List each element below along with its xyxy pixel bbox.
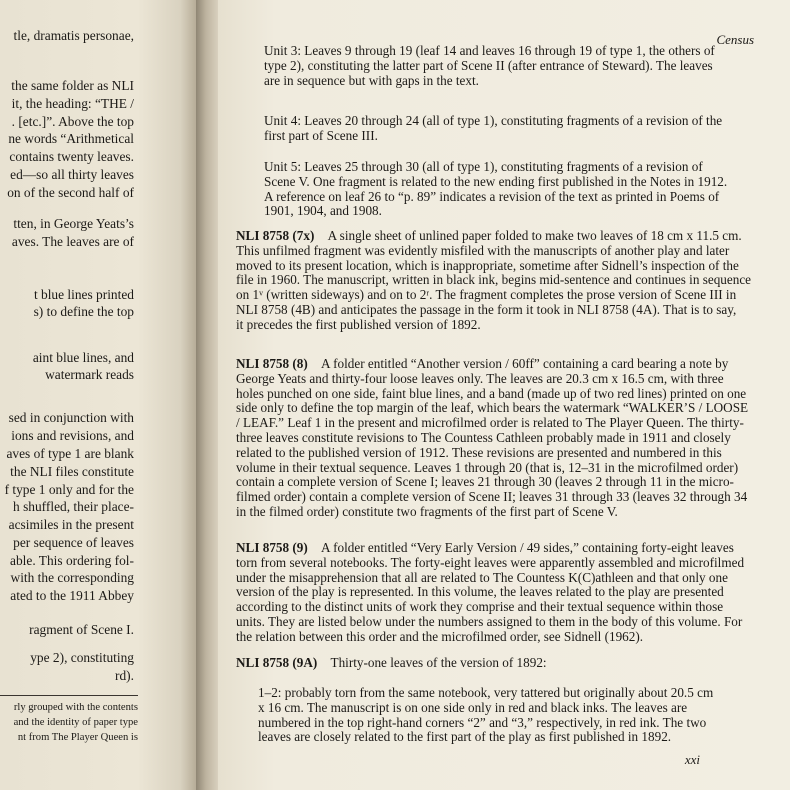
left-footnote-line: nt from The Player Queen is	[17, 732, 138, 743]
census-unit	[264, 44, 748, 88]
text-line	[236, 541, 750, 556]
text-line: Scene V. One fragment is related to the new ending first published in the Notes in 1912.	[264, 173, 728, 189]
text-line: numbered in the top right-hand corners “2” and “3,” respectively, in red ink. The two	[258, 714, 707, 730]
text-line: A reference on leaf 26 to “p. 89” indicates a revision of the text as printed in Poems of	[264, 188, 720, 204]
left-page-line: aint blue lines, and	[32, 350, 134, 365]
text-line: Unit 3: Leaves 9 through 19 (leaf 14 and leaves 16 through 19 of type 1, the others of	[264, 43, 715, 58]
left-page-line: aves of type 1 are blank	[6, 446, 134, 461]
census-entry	[236, 229, 750, 333]
left-footnote-line: and the identity of paper type	[13, 717, 138, 728]
text-line: 1901, 1904, and 1908.	[264, 203, 382, 219]
left-page-line: tle, dramatis personae,	[13, 28, 134, 43]
left-page-line: with the corresponding	[10, 570, 134, 585]
entry-id: NLI 8758 (8)	[236, 356, 308, 371]
entry-text: A folder entitled “Very Early Version / 49 sides,” containing forty-eight leaves	[307, 540, 734, 555]
left-page	[0, 0, 196, 790]
right-page	[218, 0, 790, 790]
text-line: on 1ᵛ (written sideways) and on to 2ʳ. The fragment completes the prose version of Scene III in	[236, 287, 737, 303]
text-line: Unit 4: Leaves 20 through 24 (all of type 1), constituting fragments of a revision of the	[264, 113, 723, 128]
text-line: file in 1960. The manuscript, written in black ink, begins mid-sentence and continues in sequence	[236, 272, 752, 288]
census-entry	[236, 656, 750, 671]
left-page-line: acsimiles in the present	[8, 517, 134, 532]
text-line	[236, 229, 750, 244]
text-line: version of the play is represented. In this volume, the leaves related to the play are presented	[236, 584, 724, 600]
text-line: moved to its present location, which is inappropriate, sometime after Sidnell’s inspection of the	[236, 257, 739, 273]
text-line: filmed order) contain a complete version of Scene II; leaves 31 through 33 (leaves 32 through 34	[236, 489, 748, 505]
census-entry	[236, 541, 750, 645]
text-line: related to the published version of 1912. These revisions are presented and numbered in this	[236, 444, 722, 460]
left-page-line: ragment of Scene I.	[29, 622, 134, 637]
text-line	[236, 656, 750, 671]
left-page-line: tten, in George Yeats’s	[13, 216, 134, 231]
census-sub-entry	[258, 686, 748, 745]
left-page-line: f type 1 only and for the	[4, 482, 134, 497]
book-gutter	[196, 0, 218, 790]
text-line: NLI 8758 (4B) and anticipates the passage in the form it took in NLI 8758 (4A). That is to say,	[236, 301, 737, 317]
left-page-line: ions and revisions, and	[11, 428, 134, 443]
left-page-line: contains twenty leaves.	[9, 149, 134, 164]
entry-id: NLI 8758 (7x)	[236, 228, 315, 243]
text-line: This unfilmed fragment was evidently misfiled with the manuscripts of another play and later	[236, 242, 730, 258]
text-line: under the misapprehension that all are related to The Countess K(C)athleen and that only one	[236, 569, 728, 585]
text-line: according to the distinct units of work they comprise and their textual sequence within those	[236, 599, 724, 615]
text-line: side only to define the top margin of the leaf, which bears the watermark “WALKER’S / LOOSE	[236, 400, 749, 416]
left-page-line: per sequence of leaves	[13, 535, 134, 550]
text-line: 1–2: probably torn from the same notebook, very tattered but originally about 20.5 cm	[258, 685, 714, 700]
left-page-line: ed—so all thirty leaves	[10, 167, 134, 182]
left-page-line: sed in conjunction with	[8, 410, 134, 425]
left-footnote-line: rly grouped with the contents	[13, 702, 138, 713]
text-line: first part of Scene III.	[264, 127, 378, 143]
text-line: holes punched on one side, faint blue lines, and a band (made up of two red lines) printed on one	[236, 385, 747, 401]
running-head: Census	[716, 32, 754, 47]
text-line: units. They are listed below under the numbers assigned to them in the body of this volume. For	[236, 613, 743, 629]
left-page-line: ype 2), constituting	[30, 650, 134, 665]
left-page-line: on of the second half of	[7, 185, 134, 200]
left-page-line: it, the heading: “THE /	[11, 96, 134, 111]
left-page-line: watermark reads	[45, 367, 134, 382]
text-line: x 16 cm. The manuscript is on one side only in red and black inks. The leaves are	[258, 699, 688, 715]
page-number: xxi	[684, 752, 700, 767]
text-line: / LEAF.” Leaf 1 in the present and microfilmed order is related to The Player Queen. The thirty-	[236, 415, 744, 431]
left-page-line: t blue lines printed	[33, 287, 134, 302]
entry-text: A single sheet of unlined paper folded to make two leaves of 18 cm x 11.5 cm.	[314, 228, 742, 243]
entry-text: A folder entitled “Another version / 60ff” containing a card bearing a note by	[307, 356, 729, 371]
left-page-line: the NLI files constitute	[10, 464, 134, 479]
text-line: volume in their textual sequence. Leaves 1 through 20 (that is, 12–31 in the microfilmed order)	[236, 459, 739, 475]
left-page-line: rd).	[115, 668, 134, 683]
text-line: contain a complete version of Scene I; leaves 21 through 30 (leaves 2 through 11 in the micro-	[236, 474, 734, 490]
footnote-rule	[0, 695, 138, 696]
left-page-line: aves. The leaves are of	[11, 234, 134, 249]
left-page-line: the same folder as NLI	[11, 78, 134, 93]
text-line	[236, 357, 750, 372]
left-page-line: s) to define the top	[33, 304, 134, 319]
text-line: Unit 5: Leaves 25 through 30 (all of type 1), constituting fragments of a revision of	[264, 159, 703, 174]
text-line: in the filmed order) constitute two fragments of the first part of Scene V.	[236, 503, 618, 519]
text-line: type 2), constituting the latter part of Scene II (after entrance of Steward). The leaves	[264, 57, 713, 73]
entry-id: NLI 8758 (9A)	[236, 655, 318, 670]
census-unit	[264, 160, 748, 219]
text-line: leaves are closely related to the first part of the play as first published in 1892.	[258, 729, 672, 745]
left-page-line: ated to the 1911 Abbey	[10, 588, 134, 603]
left-page-line: . [etc.]”. Above the top	[11, 114, 134, 129]
census-unit	[264, 114, 748, 144]
left-page-line: ne words “Arithmetical	[8, 131, 134, 146]
text-line: George Yeats and thirty-four loose leaves only. The leaves are 20.3 cm x 16.5 cm, with three	[236, 370, 724, 386]
left-page-line: h shuffled, their place-	[13, 499, 134, 514]
text-line: the relation between this order and the microfilmed order, see Sidnell (1962).	[236, 628, 644, 644]
text-line: three leaves constitute revisions to The Countess Cathleen probably made in 1911 and closely	[236, 429, 731, 445]
text-line: are in sequence but with gaps in the text.	[264, 72, 479, 88]
text-line: it precedes the first published version of 1892.	[236, 316, 481, 332]
census-entry	[236, 357, 750, 520]
entry-text: Thirty-one leaves of the version of 1892:	[317, 655, 547, 670]
left-page-line: able. This ordering fol-	[10, 553, 134, 568]
entry-id: NLI 8758 (9)	[236, 540, 308, 555]
text-line: torn from several notebooks. The forty-eight leaves were apparently assembled and microfilmed	[236, 554, 745, 570]
